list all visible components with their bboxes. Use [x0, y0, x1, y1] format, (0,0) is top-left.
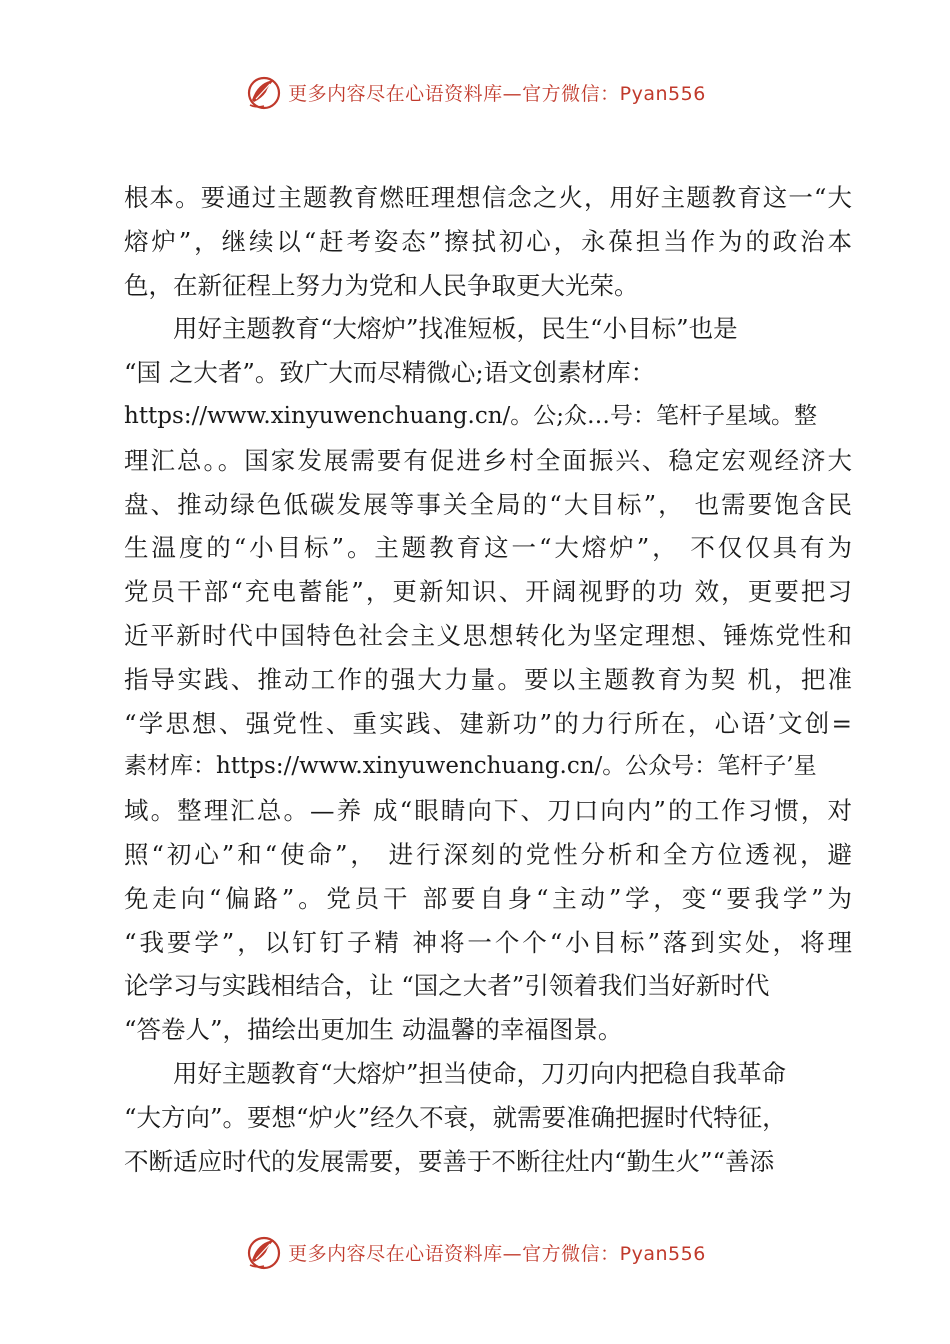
text-line: 免走向“偏路”。党员干 部要自身“主动”学，变“要我学”为: [124, 883, 852, 913]
document-body: [124, 176, 852, 1183]
text-line: “大方向”。要想“炉火”经久不衰，就需要准确把握时代特征，: [124, 1102, 787, 1132]
text-line: 指导实践、推动工作的强大力量。要以主题教育为契 机，把准: [124, 664, 852, 694]
text-line: 根本。要通过主题教育燃旺理想信念之火，用好主题教育这一“大: [124, 183, 852, 212]
text-line: “学思想、强党性、重实践、建新功”的力行所在，心语’文创=: [124, 708, 852, 738]
text-line: 盘、推动绿色低碳发展等事关全局的“大目标”， 也需要饱含民: [124, 489, 852, 519]
paragraph-start-line: 用好主题教育“大熔炉”担当使命，刀刃向内把稳自我革命: [173, 1058, 787, 1088]
text-line: 生温度的“小目标”。主题教育这一“大熔炉”， 不仅仅具有为: [124, 533, 852, 563]
paragraph-start-line: 用好主题教育“大熔炉”找准短板，民生“小目标”也是: [173, 314, 738, 344]
text-line: 论学习与实践相结合，让 “国之大者”引领着我们当好新时代: [124, 971, 770, 1001]
header-banner-text: 更多内容尽在心语资料库—官方微信：Pyan556: [288, 82, 706, 105]
text-line: 色，在新征程上努力为党和人民争取更大光荣。: [124, 270, 639, 300]
text-line: “答卷人”，描绘出更加生 动温馨的幸福图景。: [124, 1015, 623, 1045]
text-line: 不断适应时代的发展需要，要善于不断往灶内“勤生火”“善添: [124, 1146, 775, 1176]
footer-banner: [0, 1230, 950, 1274]
text-line: 党员干部“充电蓄能”，更新知识、开阔视野的功 效，更要把习: [124, 577, 852, 607]
text-line: 熔炉”，继续以“赶考姿态”擦拭初心，永葆担当作为的政治本: [124, 226, 852, 256]
text-line: “国 之大者”。致广大而尽精微心;语文创素材库：: [124, 358, 656, 388]
text-line: 素材库：https://www.xinyuwenchuang.cn/。公众号：笔杆子’星: [124, 753, 817, 780]
text-line: “我要学”，以钉钉子精 神将一个个“小目标”落到实处，将理: [124, 927, 852, 957]
footer-banner-text: 更多内容尽在心语资料库—官方微信：Pyan556: [288, 1242, 706, 1265]
text-line: 照“初心”和“使命”， 进行深刻的党性分析和全方位透视，避: [124, 839, 852, 869]
fountain-pen-logo-icon: [244, 1232, 284, 1272]
text-line: 理汇总。。国家发展需要有促进乡村全面振兴、稳定宏观经济大: [124, 445, 852, 475]
text-line: https://www.xinyuwenchuang.cn/。公;众…号：笔杆子星域。整: [124, 402, 818, 429]
text-line: 域。整理汇总。—养 成“眼睛向下、刀口向内”的工作习惯，对: [124, 796, 852, 826]
fountain-pen-logo-icon: [244, 72, 284, 112]
text-line: 近平新时代中国特色社会主义思想转化为坚定理想、锤炼党性和: [124, 620, 852, 650]
header-banner: [0, 70, 950, 114]
